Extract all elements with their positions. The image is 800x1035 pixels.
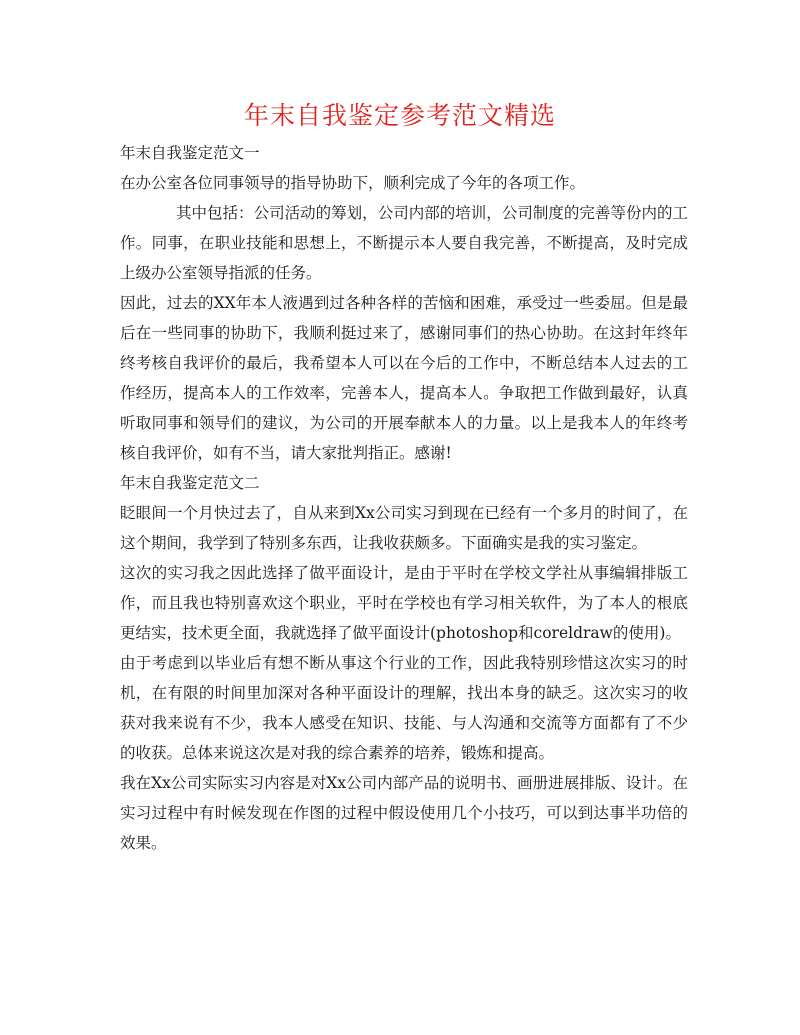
- section-heading: 年末自我鉴定范文二: [120, 474, 260, 492]
- paragraph: 我在Xx公司实际实习内容是对Xx公司内部产品的说明书、画册进展排版、设计。在实习过程中有时候发现在作图的过程中假设使用几个小技巧，可以到达事半功倍的效果。: [120, 774, 688, 852]
- paragraph: 其中包括：公司活动的筹划，公司内部的培训，公司制度的完善等份内的工作。同事，在职业技能和思想上，不断提示本人要自我完善，不断提高，及时完成上级办公室领导指派的任务。: [120, 204, 688, 282]
- paragraph: 在办公室各位同事领导的指导协助下，顺利完成了今年的各项工作。: [120, 174, 586, 192]
- paragraph: 由于考虑到以毕业后有想不断从事这个行业的工作，因此我特别珍惜这次实习的时机，在有限的时间里加深对各种平面设计的理解，找出本身的缺乏。这次实习的收获对我来说有不少，我本人感受在知识、技能、与人沟通和交流等方面都有了不少的收获。总体来说这次是对我的综合素养的培养，锻炼和提高。: [120, 654, 688, 762]
- paragraph: 眨眼间一个月快过去了，自从来到Xx公司实习到现在已经有一个多月的时间了，在这个期间，我学到了特别多东西，让我收获颇多。下面确实是我的实习鉴定。: [120, 504, 688, 552]
- document-body: [120, 138, 688, 858]
- paragraph: 这次的实习我之因此选择了做平面设计，是由于平时在学校文学社从事编辑排版工作，而且我也特别喜欢这个职业，平时在学校也有学习相关软件，为了本人的根底更结实，技术更全面，我就选择了做平面设计(photoshop和coreldraw的使用)。: [120, 564, 688, 642]
- document-title: 年末自我鉴定参考范文精选: [243, 101, 556, 130]
- section-heading: 年末自我鉴定范文一: [120, 144, 260, 162]
- paragraph: 因此，过去的XX年本人液遇到过各种各样的苦恼和困难，承受过一些委屈。但是最后在一些同事的协助下，我顺利挺过来了，感谢同事们的热心协助。在这封年终年终考核自我评价的最后，我希望本人可以在今后的工作中，不断总结本人过去的工作经历，提高本人的工作效率，完善本人，提高本人。争取把工作做到最好，认真听取同事和领导们的建议，为公司的开展奉献本人的力量。以上是我本人的年终考核自我评价，如有不当，请大家批判指正。感谢!: [120, 294, 688, 462]
